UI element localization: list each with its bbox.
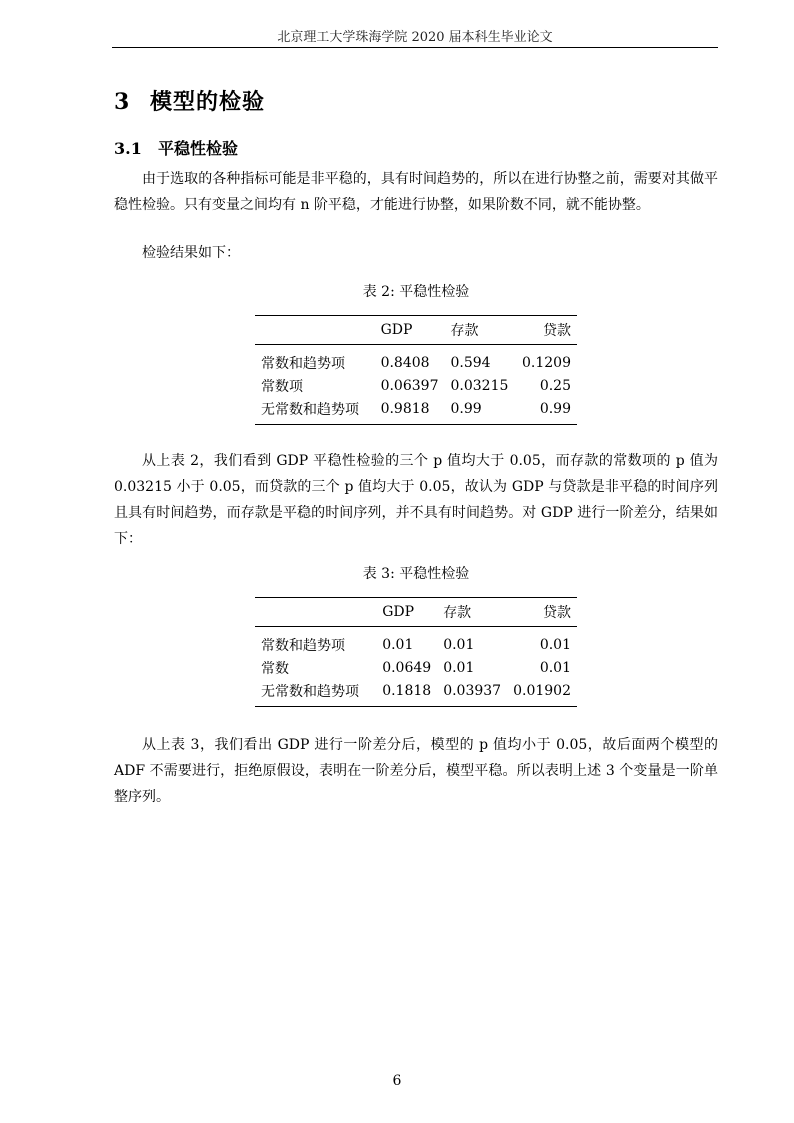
table-cell: 0.06397: [380, 377, 439, 394]
paragraph-table2-analysis: 从上表 2，我们看到 GDP 平稳性检验的三个 p 值均大于 0.05，而存款的常数项的 p 值为 0.03215 小于 0.05，而贷款的三个 p 值均大于 0.05，故认为 GDP 与贷款是非平稳的时间序列且具有时间趋势，而存款是平稳的时间序列，并不具有时间趋势。对 GDP 进行一阶差分，结果如下：: [114, 453, 718, 547]
chapter-heading: [114, 85, 265, 116]
table2-header-row: [255, 316, 577, 345]
table3-header-cell: 存款: [443, 605, 472, 621]
table-row: [255, 656, 577, 679]
table-row: [255, 345, 577, 375]
chapter-number: 3: [114, 89, 131, 115]
table3-header-cell: GDP: [382, 604, 415, 620]
table-cell: 0.1209: [522, 354, 571, 371]
table-cell: 0.01: [443, 659, 475, 676]
table2-header-cell: [255, 316, 375, 345]
table-cell: 0.03215: [450, 377, 509, 394]
table-cell: 0.01: [443, 636, 475, 653]
table-cell: 常数和趋势项: [261, 355, 345, 372]
table-row: [255, 374, 577, 397]
table-cell: 无常数和趋势项: [261, 401, 359, 418]
table-cell: 0.594: [450, 354, 491, 371]
table3-header-cell: [255, 598, 376, 627]
table-cell: 0.0649: [382, 659, 432, 676]
table-row: [255, 627, 577, 657]
table2-caption: 表 2: 平稳性检验: [362, 284, 470, 300]
table-cell: 0.03937: [443, 682, 502, 699]
paragraph-table3-analysis: 从上表 3，我们看出 GDP 进行一阶差分后，模型的 p 值均小于 0.05，故后面两个模型的 ADF 不需要进行，拒绝原假设，表明在一阶差分后，模型平稳。所以表明上述 3 个变量是一阶单整序列。: [114, 737, 718, 805]
paragraph-results-lead: 检验结果如下：: [142, 245, 240, 261]
table-cell: 常数项: [261, 378, 303, 395]
table2-header-cell: 存款: [450, 323, 479, 339]
chapter-title: 模型的检验: [150, 89, 266, 115]
running-header: 北京理工大学珠海学院 2020 届本科生毕业论文: [277, 30, 553, 45]
table2: [255, 315, 577, 425]
table-cell: 0.8408: [380, 354, 430, 371]
table-cell: 0.01902: [513, 682, 571, 699]
table-row: [255, 679, 577, 707]
table2-header-cell: 贷款: [543, 323, 571, 339]
table-cell: 0.25: [539, 377, 571, 394]
table2-header-cell: GDP: [380, 322, 413, 338]
header-rule: [112, 47, 718, 48]
table-cell: 0.99: [539, 400, 571, 417]
table3-caption: 表 3: 平稳性检验: [362, 566, 470, 582]
table-cell: 常数和趋势项: [261, 637, 345, 654]
table-cell: 0.9818: [380, 400, 430, 417]
table-cell: 0.01: [382, 636, 414, 653]
page-number: 6: [392, 1073, 402, 1089]
table-cell: 0.01: [539, 636, 571, 653]
paragraph-intro: 由于选取的各种指标可能是非平稳的，具有时间趋势的，所以在进行协整之前，需要对其做平稳性检验。只有变量之间均有 n 阶平稳，才能进行协整，如果阶数不同，就不能协整。: [114, 171, 718, 213]
table-cell: 常数: [261, 660, 289, 677]
table3-header-row: [255, 598, 577, 627]
table-cell: 无常数和趋势项: [261, 683, 359, 700]
section-title: 平稳性检验: [158, 139, 239, 158]
table3: [255, 597, 577, 707]
table-cell: 0.1818: [382, 682, 432, 699]
table3-header-cell: 贷款: [543, 605, 571, 621]
table-row: [255, 397, 577, 425]
section-heading: [114, 136, 238, 159]
section-number: 3.1: [114, 139, 142, 158]
table-cell: 0.99: [450, 400, 482, 417]
table-cell: 0.01: [539, 659, 571, 676]
